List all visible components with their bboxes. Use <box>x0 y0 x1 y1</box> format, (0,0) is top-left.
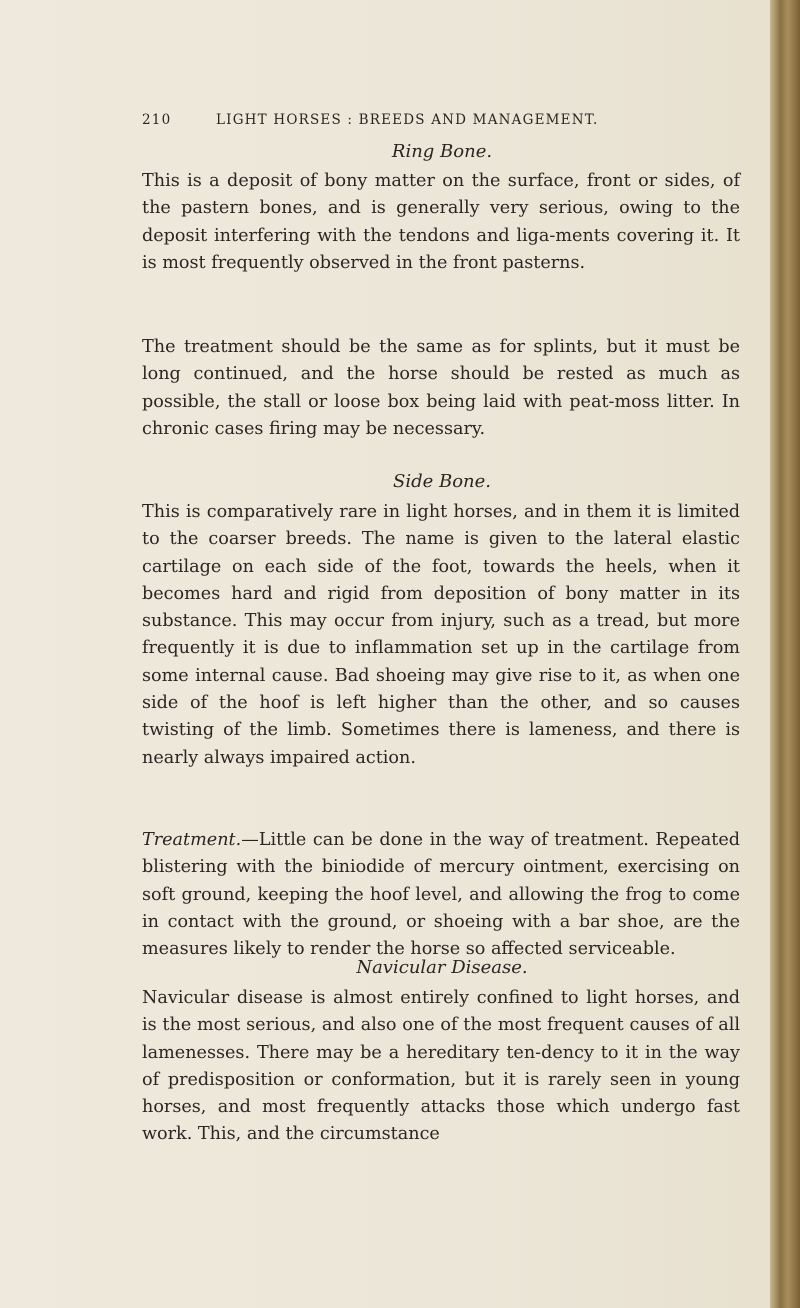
running-head: LIGHT HORSES : BREEDS AND MANAGEMENT. <box>216 112 599 128</box>
paragraph: The treatment should be the same as for splints, but it must be long continued, and the horse should be rested as much as possible, the stall or loose box being laid with peat-moss litter. In chronic cases firing may be necessary. <box>142 337 740 439</box>
treatment-label: Treatment. <box>142 830 242 850</box>
paragraph: This is comparatively rare in light horses, and in them it is limited to the coarser breeds. The name is given to the lateral elastic cartilage on each side of the foot, towards the heels, when it becomes hard and rigid from deposition of bony matter in its substance. This may occur from injury, such as a tread, but more frequently it is due to inflammation set up in the cartilage from some internal cause. Bad shoeing may give rise to it, as when one side of the hoof is left higher than the other, and so causes twisting of the limb. Sometimes there is lameness, and there is nearly always impaired action. <box>142 502 740 768</box>
treatment-text: —Little can be done in the way of treatment. Repeated blistering with the biniodide of mercury ointment, exercising on soft ground, keeping the hoof level, and allowing the frog to come in contact with the ground, or shoeing with a bar shoe, are the measures likely to render the horse so affected serviceable. <box>142 830 740 960</box>
page-header <box>142 112 762 134</box>
page-number: 210 <box>142 112 172 128</box>
section-title-navicular-disease: Navicular Disease. <box>356 957 528 978</box>
paragraph: Navicular disease is almost entirely confined to light horses, and is the most serious, and also one of the most frequent causes of all lamenesses. There may be a hereditary ten-dency to it in the way of predisposition or conformation, but it is rarely seen in young horses, and most frequently attacks those which undergo fast work. This, and the circumstance <box>142 988 740 1145</box>
page-edge <box>770 0 800 1308</box>
section-title-side-bone: Side Bone. <box>392 471 491 492</box>
treatment-paragraph <box>142 827 740 963</box>
section-title-ring-bone: Ring Bone. <box>391 141 493 162</box>
paragraph: This is a deposit of bony matter on the surface, front or sides, of the pastern bones, and is generally very serious, owing to the deposit interfering with the tendons and liga-ments covering it. It is most frequently observed in the front pasterns. <box>142 171 740 273</box>
